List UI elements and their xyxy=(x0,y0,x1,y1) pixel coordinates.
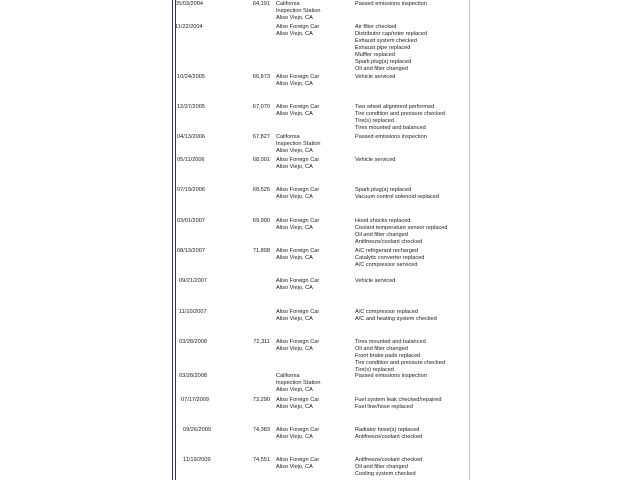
work-item: Exhaust pipe replaced xyxy=(355,45,411,51)
work-item: Oil and filter changed xyxy=(355,66,408,72)
record-date: 09/21/2007 xyxy=(179,278,207,284)
record-shop xyxy=(276,427,346,441)
work-item: Tire condition and pressure checked xyxy=(355,360,445,366)
work-item: Coolant temperature sensor replaced xyxy=(355,225,448,231)
record-date: 03/28/2008 xyxy=(179,373,207,379)
work-item: Air filter checked xyxy=(355,24,397,30)
record-work-items xyxy=(355,373,465,380)
work-item: A/C and heating system checked xyxy=(355,316,437,322)
work-item: Two wheel alignment performed xyxy=(355,104,435,110)
shop-line: Aliso Viejo, CA xyxy=(276,31,313,37)
record-mileage: 74,383 xyxy=(252,427,270,433)
work-item: Tires mounted and balanced xyxy=(355,125,426,131)
work-item: Fuel line/hose replaced xyxy=(355,404,413,410)
work-item: Spark plug(s) replaced xyxy=(355,187,412,193)
shop-line: Aliso Viejo, CA xyxy=(276,81,313,87)
record-date: 03/28/2008 xyxy=(179,339,207,345)
record-shop xyxy=(276,104,346,118)
record-date: 05/11/2006 xyxy=(177,157,205,163)
record-work-items xyxy=(355,134,465,141)
work-item: Passed emissions inspection xyxy=(355,1,427,7)
shop-line: Aliso Viejo, CA xyxy=(276,194,313,200)
record-work-items xyxy=(355,218,465,246)
work-item: Oil and filter changed xyxy=(355,464,408,470)
record-work-items xyxy=(355,339,465,374)
record-date: 11/10/2007 xyxy=(179,309,207,315)
shop-line: Aliso Viejo, CA xyxy=(276,285,313,291)
record-shop xyxy=(276,457,346,471)
record-work-items xyxy=(355,1,465,8)
record-work-items xyxy=(355,187,465,201)
work-item: Oil and filter changed xyxy=(355,346,408,352)
record-work-items xyxy=(355,278,465,285)
shop-line: Aliso Foreign Car xyxy=(276,248,320,254)
shop-line: Aliso Foreign Car xyxy=(276,309,320,315)
work-item: Muffler replaced xyxy=(355,52,396,58)
work-item: Antifreeze/coolant checked xyxy=(355,457,423,463)
shop-line: California xyxy=(276,134,300,140)
record-shop xyxy=(276,218,346,232)
shop-line: Aliso Foreign Car xyxy=(276,104,320,110)
record-mileage: 68,525 xyxy=(252,187,270,193)
work-item: Oil and filter changed xyxy=(355,232,408,238)
shop-line: Aliso Viejo, CA xyxy=(276,387,313,393)
record-mileage: 72,311 xyxy=(253,339,270,345)
work-item: A/C refrigerant recharged xyxy=(355,248,419,254)
record-shop xyxy=(276,134,346,155)
record-work-items xyxy=(355,24,465,73)
record-shop xyxy=(276,397,346,411)
shop-line: Aliso Viejo, CA xyxy=(276,464,313,470)
record-mileage: 66,873 xyxy=(252,74,270,80)
record-shop xyxy=(276,373,346,394)
shop-line: Aliso Foreign Car xyxy=(276,187,320,193)
shop-line: Aliso Viejo, CA xyxy=(276,404,313,410)
record-date: 08/13/2007 xyxy=(177,248,205,254)
record-work-items xyxy=(355,248,465,269)
record-date: 05/03/2004 xyxy=(175,1,203,7)
shop-line: Aliso Foreign Car xyxy=(276,218,320,224)
shop-line: Aliso Viejo, CA xyxy=(276,148,313,154)
shop-line: Aliso Viejo, CA xyxy=(276,15,313,21)
record-shop xyxy=(276,157,346,171)
margin-rule-outer xyxy=(172,0,173,480)
shop-line: Aliso Foreign Car xyxy=(276,427,320,433)
shop-line: California xyxy=(276,1,300,7)
shop-line: California xyxy=(276,373,300,379)
work-item: Vehicle serviced xyxy=(355,74,396,80)
record-shop xyxy=(276,187,346,201)
shop-line: Aliso Viejo, CA xyxy=(276,316,313,322)
work-item: Tire(s) replaced xyxy=(355,367,394,373)
work-item: Vehicle serviced xyxy=(355,278,396,284)
record-date: 09/26/2009 xyxy=(183,427,211,433)
shop-line: Aliso Viejo, CA xyxy=(276,255,313,261)
record-work-items xyxy=(355,309,465,323)
work-item: Fuel system leak checked/repaired xyxy=(355,397,442,403)
shop-line: Aliso Foreign Car xyxy=(276,74,320,80)
record-shop xyxy=(276,1,346,22)
record-mileage: 69,900 xyxy=(252,218,270,224)
record-mileage: 74,551 xyxy=(252,457,270,463)
record-shop xyxy=(276,309,346,323)
shop-line: Inspection Station xyxy=(276,380,321,386)
record-work-items xyxy=(355,427,465,441)
shop-line: Aliso Viejo, CA xyxy=(276,434,313,440)
shop-line: Inspection Station xyxy=(276,8,321,14)
shop-line: Aliso Viejo, CA xyxy=(276,346,313,352)
record-mileage: 64,191 xyxy=(252,1,270,7)
record-date: 07/17/2009 xyxy=(181,397,209,403)
record-mileage: 68,001 xyxy=(252,157,270,163)
shop-line: Aliso Viejo, CA xyxy=(276,111,313,117)
record-mileage: 71,898 xyxy=(252,248,270,254)
work-item: Radiator hose(s) replaced xyxy=(355,427,420,433)
shop-line: Aliso Foreign Car xyxy=(276,397,320,403)
work-item: Antifreeze/coolant checked xyxy=(355,434,423,440)
work-item: Distributor cap/rotor replaced xyxy=(355,31,428,37)
work-item: Hood shocks replaced xyxy=(355,218,411,224)
work-item: Vacuum control solenoid replaced xyxy=(355,194,439,200)
work-item: A/C compressor replaced xyxy=(355,309,419,315)
work-item: Tire(s) replaced xyxy=(355,118,394,124)
shop-line: Inspection Station xyxy=(276,141,321,147)
record-shop xyxy=(276,74,346,88)
work-item: Passed emissions inspection xyxy=(355,134,427,140)
work-item: Passed emissions inspection xyxy=(355,373,427,379)
work-item: Front brake pads replaced xyxy=(355,353,421,359)
record-work-items xyxy=(355,457,465,478)
record-mileage: 73,290 xyxy=(252,397,270,403)
record-date: 10/24/2005 xyxy=(177,74,205,80)
margin-rule-inner xyxy=(175,0,176,480)
record-date: 04/13/2006 xyxy=(177,134,205,140)
record-work-items xyxy=(355,397,465,411)
shop-line: Aliso Foreign Car xyxy=(276,24,320,30)
record-date: 11/22/2004 xyxy=(175,24,203,30)
record-shop xyxy=(276,24,346,38)
shop-line: Aliso Foreign Car xyxy=(276,339,320,345)
record-shop xyxy=(276,339,346,353)
record-shop xyxy=(276,248,346,262)
work-item: Antifreeze/coolant checked xyxy=(355,239,423,245)
shop-line: Aliso Viejo, CA xyxy=(276,164,313,170)
record-mileage: 67,827 xyxy=(252,134,270,140)
record-date: 07/19/2006 xyxy=(177,187,205,193)
record-date: 11/19/2009 xyxy=(183,457,211,463)
record-shop xyxy=(276,278,346,292)
shop-line: Aliso Viejo, CA xyxy=(276,225,313,231)
work-item: A/C compressor serviced xyxy=(355,262,418,268)
work-item: Catalytic converter replaced xyxy=(355,255,425,261)
work-item: Tire condition and pressure checked xyxy=(355,111,445,117)
shop-line: Aliso Foreign Car xyxy=(276,278,320,284)
page-edge-rule xyxy=(469,0,470,480)
record-date: 03/01/2007 xyxy=(177,218,205,224)
record-mileage: 67,070 xyxy=(252,104,270,110)
record-work-items xyxy=(355,157,465,164)
record-work-items xyxy=(355,74,465,81)
record-date: 12/27/2005 xyxy=(177,104,205,110)
work-item: Exhaust system checked xyxy=(355,38,417,44)
work-item: Spark plug(s) replaced xyxy=(355,59,412,65)
shop-line: Aliso Foreign Car xyxy=(276,457,320,463)
record-work-items xyxy=(355,104,465,132)
work-item: Vehicle serviced xyxy=(355,157,396,163)
work-item: Cooling system checked xyxy=(355,471,416,477)
work-item: Tires mounted and balanced xyxy=(355,339,426,345)
shop-line: Aliso Foreign Car xyxy=(276,157,320,163)
